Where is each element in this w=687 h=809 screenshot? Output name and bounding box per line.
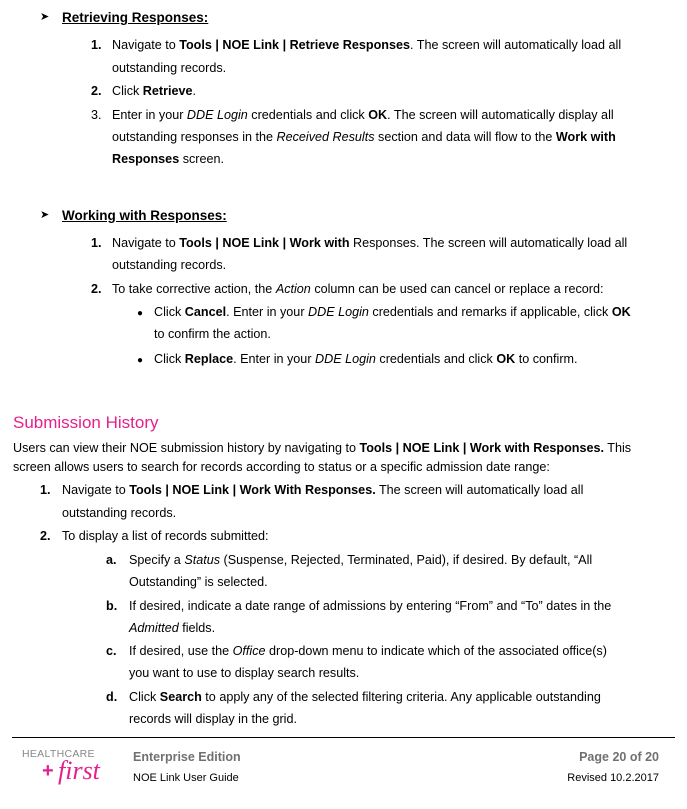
- footer-guide-title: NOE Link User Guide: [133, 772, 239, 784]
- section-heading-submission-history: Submission History: [13, 413, 159, 432]
- arrow-bullet-icon: ➤: [40, 11, 50, 23]
- footer-divider: [12, 737, 675, 738]
- footer-page-number: Page 20 of 20: [579, 750, 659, 764]
- bullet-dot-icon: ●: [137, 355, 144, 366]
- footer-revised-date: Revised 10.2.2017: [567, 772, 659, 784]
- history-intro: Users can view their NOE submission history by navigating to Tools | NOE Link | Work with Responses. This: [13, 441, 632, 455]
- bullet-dot-icon: ●: [137, 308, 144, 319]
- arrow-bullet-icon: ➤: [40, 209, 50, 221]
- healthcare-first-logo: HEALTHCARE + first: [22, 748, 100, 785]
- footer-edition: Enterprise Edition: [133, 750, 241, 764]
- plus-icon: +: [42, 760, 54, 782]
